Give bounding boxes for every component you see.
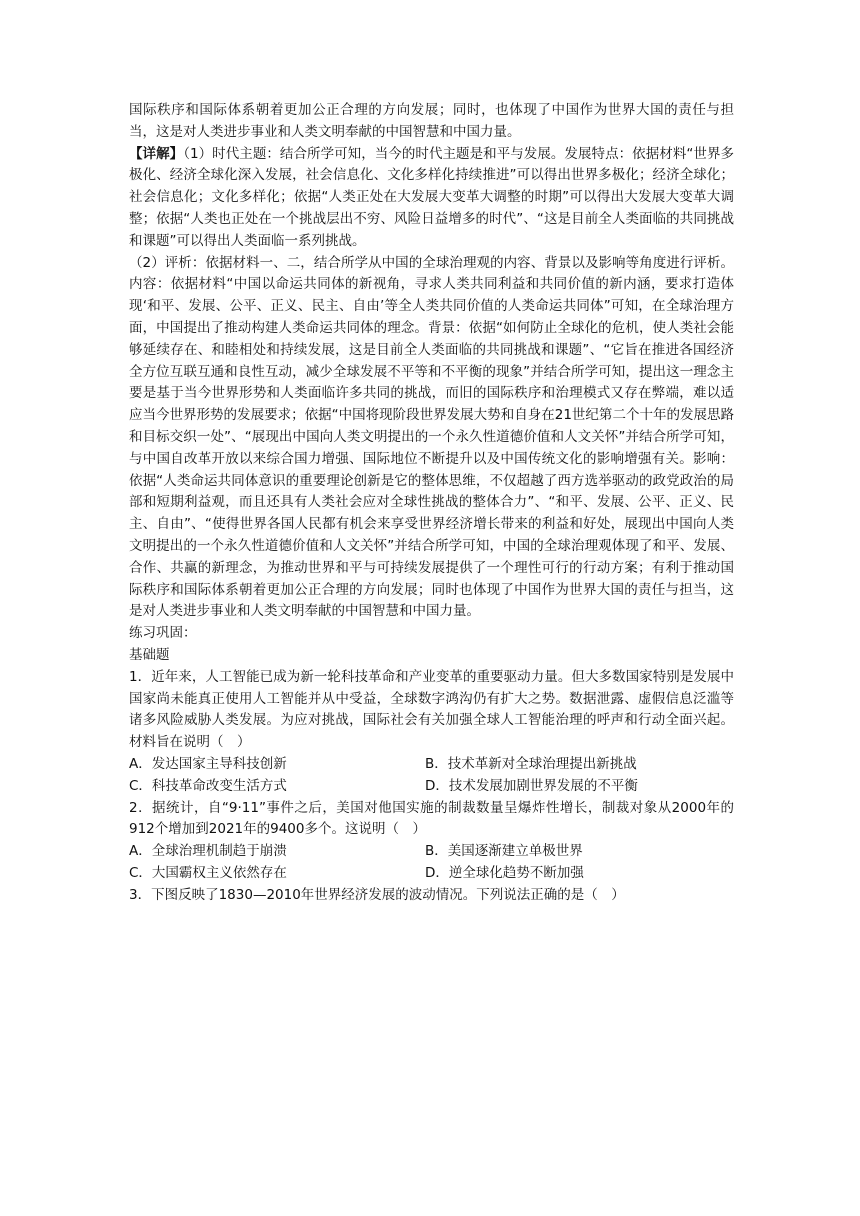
question-2-option-d[interactable]: D．逆全球化趋势不断加强	[425, 864, 584, 881]
question-1-stem: 1．近年来，人工智能已成为新一轮科技革命和产业变革的重要驱动力量。但大多数国家特别是发展中国家尚未能真正使用人工智能并从中受益，全球数字鸿沟仍有扩大之势。数据泄露、虚假信息泛滥等诸多风险威胁人类发展。为应对挑战，国际社会有关加强全球人工智能治理的呼声和行动全面兴起。材料旨在说明（ ）	[129, 668, 734, 751]
question-1-options	[129, 754, 734, 798]
question-2-options	[129, 841, 734, 885]
detail-label: 【详解】	[129, 145, 184, 162]
question-1-option-b[interactable]: B．技术革新对全球治理提出新挑战	[425, 755, 637, 772]
question-1-option-a[interactable]: A．发达国家主导科技创新	[129, 755, 287, 772]
question-2-option-b[interactable]: B．美国逐渐建立单极世界	[425, 843, 583, 860]
document-page	[129, 100, 734, 906]
practice-heading: 练习巩固：	[129, 625, 197, 642]
basic-heading: 基础题	[129, 646, 170, 663]
paragraph-continuation: 国际秩序和国际体系朝着更加公正合理的方向发展；同时，也体现了中国作为世界大国的责任与担当，这是对人类进步事业和人类文明奉献的中国智慧和中国力量。	[129, 102, 734, 140]
question-2-stem: 2．据统计，自“9·11”事件之后，美国对他国实施的制裁数量呈爆炸性增长，制裁对象从2000年的912个增加到2021年的9400多个。这说明（ ）	[129, 799, 734, 838]
question-1-option-d[interactable]: D．技术发展加剧世界发展的不平衡	[425, 777, 638, 794]
paragraph-detail-1	[129, 144, 734, 253]
question-3-stem: 3．下图反映了1830—2010年世界经济发展的波动情况。下列说法正确的是（ ）	[129, 886, 625, 903]
detail-text-1: （1）时代主题：结合所学可知，当今的时代主题是和平与发展。发展特点：依据材料“世界多极化、经济全球化深入发展，社会信息化、文化多样化持续推进”可以得出世界多极化；经济全球化；社会信息化；文化多样化；依据“人类正处在大发展大变革大调整的时期”可以得出大发展大变革大调整；依据“人类也正处在一个挑战层出不穷、风险日益增多的时代”、“这是目前全人类面临的共同挑战和课题”可以得出人类面临一系列挑战。	[129, 145, 734, 249]
question-2-option-c[interactable]: C．大国霸权主义依然存在	[129, 864, 287, 881]
question-1-option-c[interactable]: C．科技革命改变生活方式	[129, 777, 287, 794]
question-2-option-a[interactable]: A．全球治理机制趋于崩溃	[129, 843, 287, 860]
paragraph-detail-2: （2）评析：依据材料一、二，结合所学从中国的全球治理观的内容、背景以及影响等角度进行评析。内容：依据材料“中国以命运共同体的新视角，寻求人类共同利益和共同价值的新内涵，要求打造体现‘和平、发展、公平、正义、民主、自由’等全人类共同价值的人类命运共同体”可知，在全球治理方面，中国提出了推动构建人类命运共同体的理念。背景：依据“如何防止全球化的危机，使人类社会能够延续存在、和睦相处和持续发展，这是目前全人类面临的共同挑战和课题”、“它旨在推进各国经济全方位互联互通和良性互动，减少全球发展不平等和不平衡的现象”并结合所学可知，提出这一理念主要是基于当今世界形势和人类面临许多共同的挑战，而旧的国际秩序和治理模式又存在弊端，难以适应当今世界形势的发展要求；依据“中国将现阶段世界发展大势和自身在21世纪第二个十年的发展思路和目标交织一处”、“展现出中国向人类文明提出的一个永久性道德价值和人文关怀”并结合所学可知，与中国自改革开放以来综合国力增强、国际地位不断提升以及中国传统文化的影响增强有关。影响：依据“人类命运共同体意识的重要理论创新是它的整体思维，不仅超越了西方选举驱动的政党政治的局部和短期利益观，而且还具有人类社会应对全球性挑战的整体合力”、“和平、发展、公平、正义、民主、自由”、“使得世界各国人民都有机会来享受世界经济增长带来的利益和好处，展现出中国向人类文明提出的一个永久性道德价值和人文关怀”并结合所学可知，中国的全球治理观体现了和平、发展、合作、共赢的新理念，为推动世界和平与可持续发展提供了一个理性可行的行动方案；有利于推动国际秩序和国际体系朝着更加公正合理的方向发展；同时也体现了中国作为世界大国的责任与担当，这是对人类进步事业和人类文明奉献的中国智慧和中国力量。	[129, 254, 734, 620]
